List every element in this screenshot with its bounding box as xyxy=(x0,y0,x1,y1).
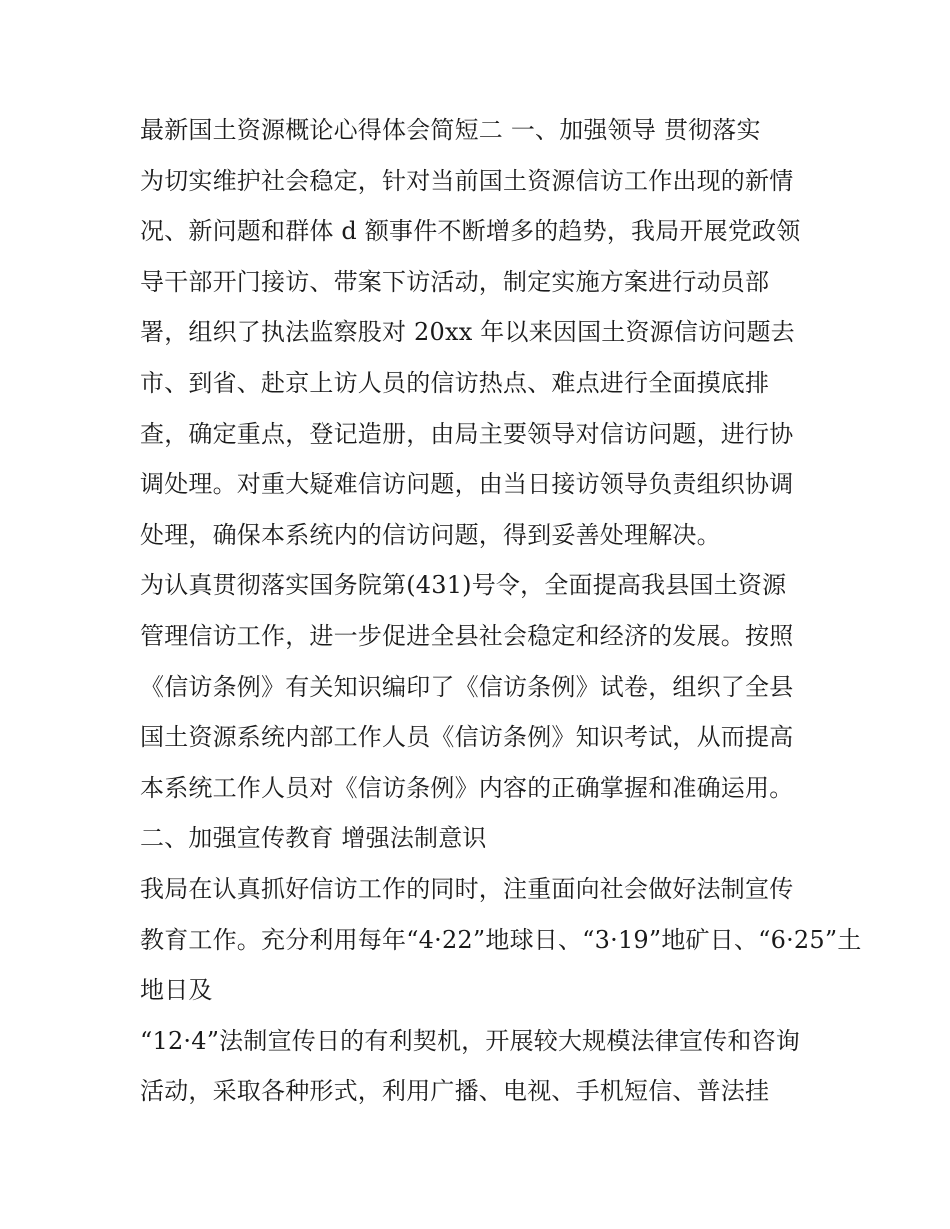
text-line: 查，确定重点，登记造册，由局主要领导对信访问题，进行协 xyxy=(140,419,794,448)
text-line: 况、新问题和群体 d 额事件不断增多的趋势，我局开展党政领 xyxy=(140,217,801,246)
text-line: 国土资源系统内部工作人员《信访条例》知识考试，从而提高 xyxy=(140,723,794,752)
text-line: “12·4”法制宣传日的有利契机，开展较大规模法律宣传和咨询 xyxy=(140,1026,800,1055)
text-line: 地日及 xyxy=(140,976,213,1005)
text-line: 我局在认真抓好信访工作的同时，注重面向社会做好法制宣传 xyxy=(140,874,794,903)
text-line: 市、到省、赴京上访人员的信访热点、难点进行全面摸底排 xyxy=(140,368,770,397)
text-line: 活动，采取各种形式，利用广播、电视、手机短信、普法挂 xyxy=(140,1077,770,1106)
text-line: 《信访条例》有关知识编印了《信访条例》试卷，组织了全县 xyxy=(140,672,794,701)
text-line: 署，组织了执法监察股对 20xx 年以来因国土资源信访问题去 xyxy=(140,318,795,347)
text-line: 最新国土资源概论心得体会简短二 一、加强领导 贯彻落实 xyxy=(140,116,761,144)
text-line: 教育工作。充分利用每年“4·22”地球日、“3·19”地矿日、“6·25”土 xyxy=(140,925,862,954)
text-line: 本系统工作人员对《信访条例》内容的正确掌握和准确运用。 xyxy=(140,773,794,802)
text-line: 调处理。对重大疑难信访问题，由当日接访领导负责组织协调 xyxy=(140,470,794,499)
text-line: 管理信访工作，进一步促进全县社会稳定和经济的发展。按照 xyxy=(140,621,794,650)
text-line: 为切实维护社会稳定，针对当前国土资源信访工作出现的新情 xyxy=(140,166,794,195)
text-line: 处理，确保本系统内的信访问题，得到妥善处理解决。 xyxy=(140,520,721,549)
section-heading: 二、加强宣传教育 增强法制意识 xyxy=(140,824,487,853)
text-line: 为认真贯彻落实国务院第(431)号令，全面提高我县国土资源 xyxy=(140,571,787,600)
document-body xyxy=(140,109,862,1121)
text-line: 导干部开门接访、带案下访活动，制定实施方案进行动员部 xyxy=(140,267,770,296)
